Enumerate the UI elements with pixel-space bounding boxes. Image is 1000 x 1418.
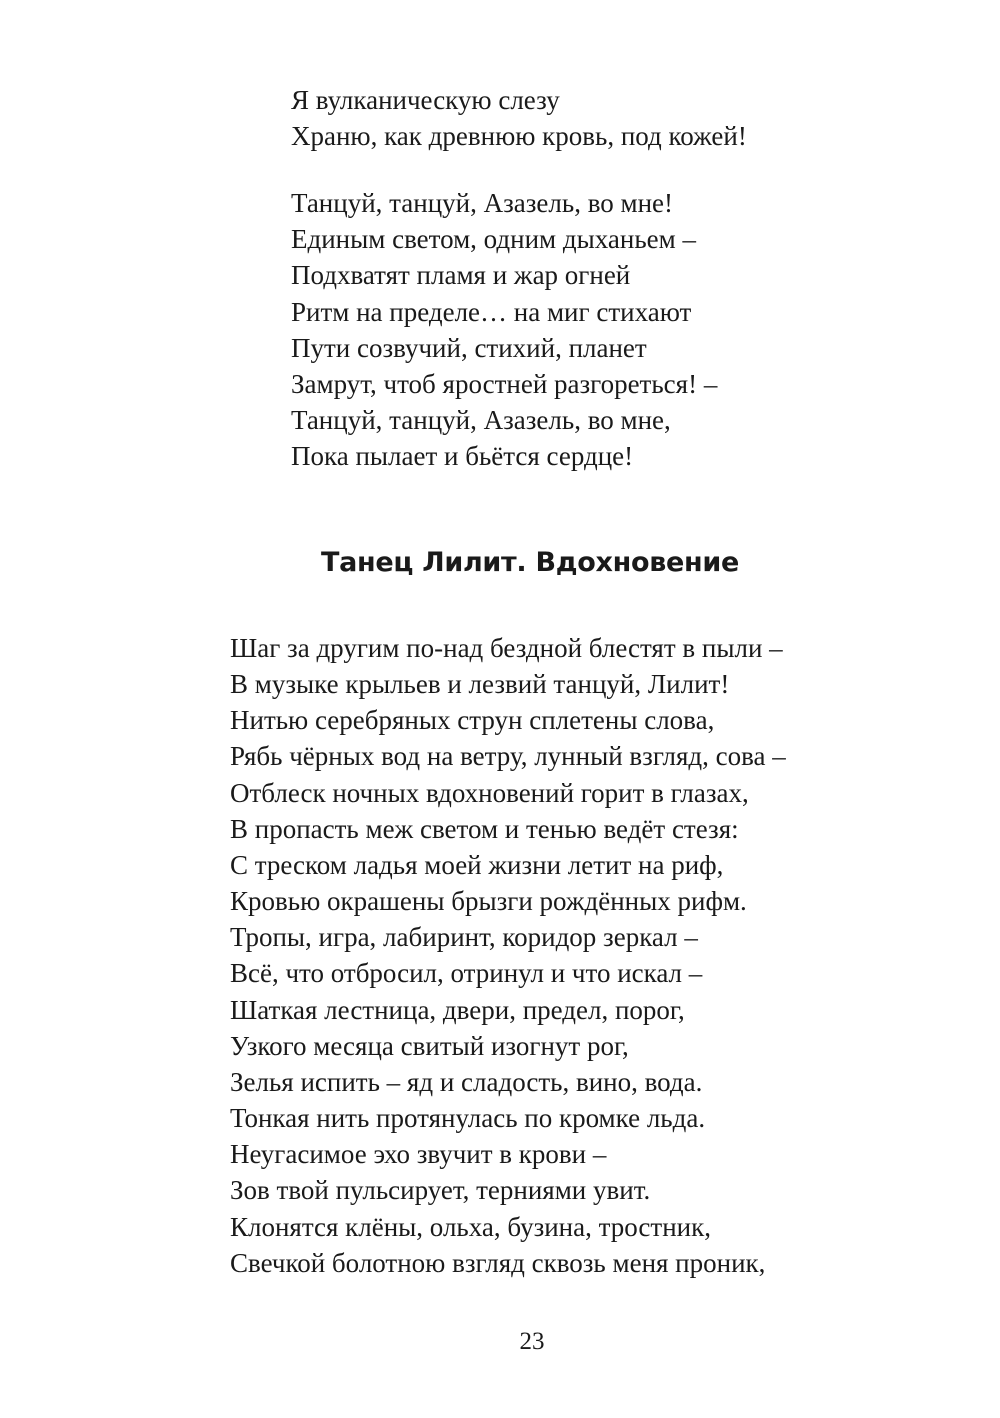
- stanza-2: [291, 185, 717, 475]
- poem-line: Шаг за другим по-над бездной блестят в пыли –: [230, 633, 783, 663]
- poem-line: Храню, как древнюю кровь, под кожей!: [291, 121, 747, 152]
- poem-line: Всё, что отбросил, отринул и что искал –: [230, 958, 703, 989]
- poem-line: Неугасимое эхо звучит в крови –: [230, 1139, 607, 1170]
- poem-line: Ритм на пределе… на миг стихают: [291, 296, 692, 327]
- poem-line: Зов твой пульсирует, терниями увит.: [230, 1175, 651, 1206]
- poem-line: Зелья испить – яд и сладость, вино, вода.: [230, 1066, 703, 1097]
- stanza-1: [291, 82, 747, 154]
- poem-line: В пропасть меж светом и тенью ведёт стезя:: [230, 813, 739, 844]
- poem-line: Замрут, чтоб яростней разгореться! –: [291, 369, 718, 400]
- poem-line: Нитью серебряных струн сплетены слова,: [230, 705, 715, 736]
- poem-line: Танцуй, танцуй, Азазель, во мне!: [291, 188, 674, 218]
- poem-line: Я вулканическую слезу: [291, 85, 560, 115]
- page-number: 23: [519, 1328, 545, 1355]
- poem-line: Тонкая нить протянулась по кромке льда.: [230, 1103, 706, 1134]
- poem-line: Пока пылает и бьётся сердце!: [291, 441, 634, 472]
- poem-line: Шаткая лестница, двери, предел, порог,: [230, 994, 685, 1025]
- poem-line: Единым светом, одним дыханьем –: [291, 224, 696, 255]
- poem-line: Клонятся клёны, ольха, бузина, тростник,: [230, 1211, 711, 1242]
- poem-line: Подхватят пламя и жар огней: [291, 260, 631, 291]
- poem-line: Кровью окрашены брызги рождённых рифм.: [230, 886, 747, 917]
- poem-line: Пути созвучий, стихий, планет: [291, 332, 647, 363]
- poem-line: Отблеск ночных вдохновений горит в глазах,: [230, 777, 749, 808]
- poem-body: [230, 630, 786, 1281]
- poem-line: В музыке крыльев и лезвий танцуй, Лилит!: [230, 669, 730, 700]
- poem-title: Танец Лилит. Вдохновение: [321, 547, 739, 578]
- poem-line: Тропы, игра, лабиринт, коридор зеркал –: [230, 922, 698, 953]
- poem-line: Рябь чёрных вод на ветру, лунный взгляд, сова –: [230, 741, 786, 772]
- poem-line: Узкого месяца свитый изогнут рог,: [230, 1030, 629, 1061]
- poem-line: Танцуй, танцуй, Азазель, во мне,: [291, 405, 671, 436]
- poem-line: Свечкой болотною взгляд сквозь меня проник,: [230, 1247, 766, 1278]
- poem-line: С треском ладья моей жизни летит на риф,: [230, 849, 724, 880]
